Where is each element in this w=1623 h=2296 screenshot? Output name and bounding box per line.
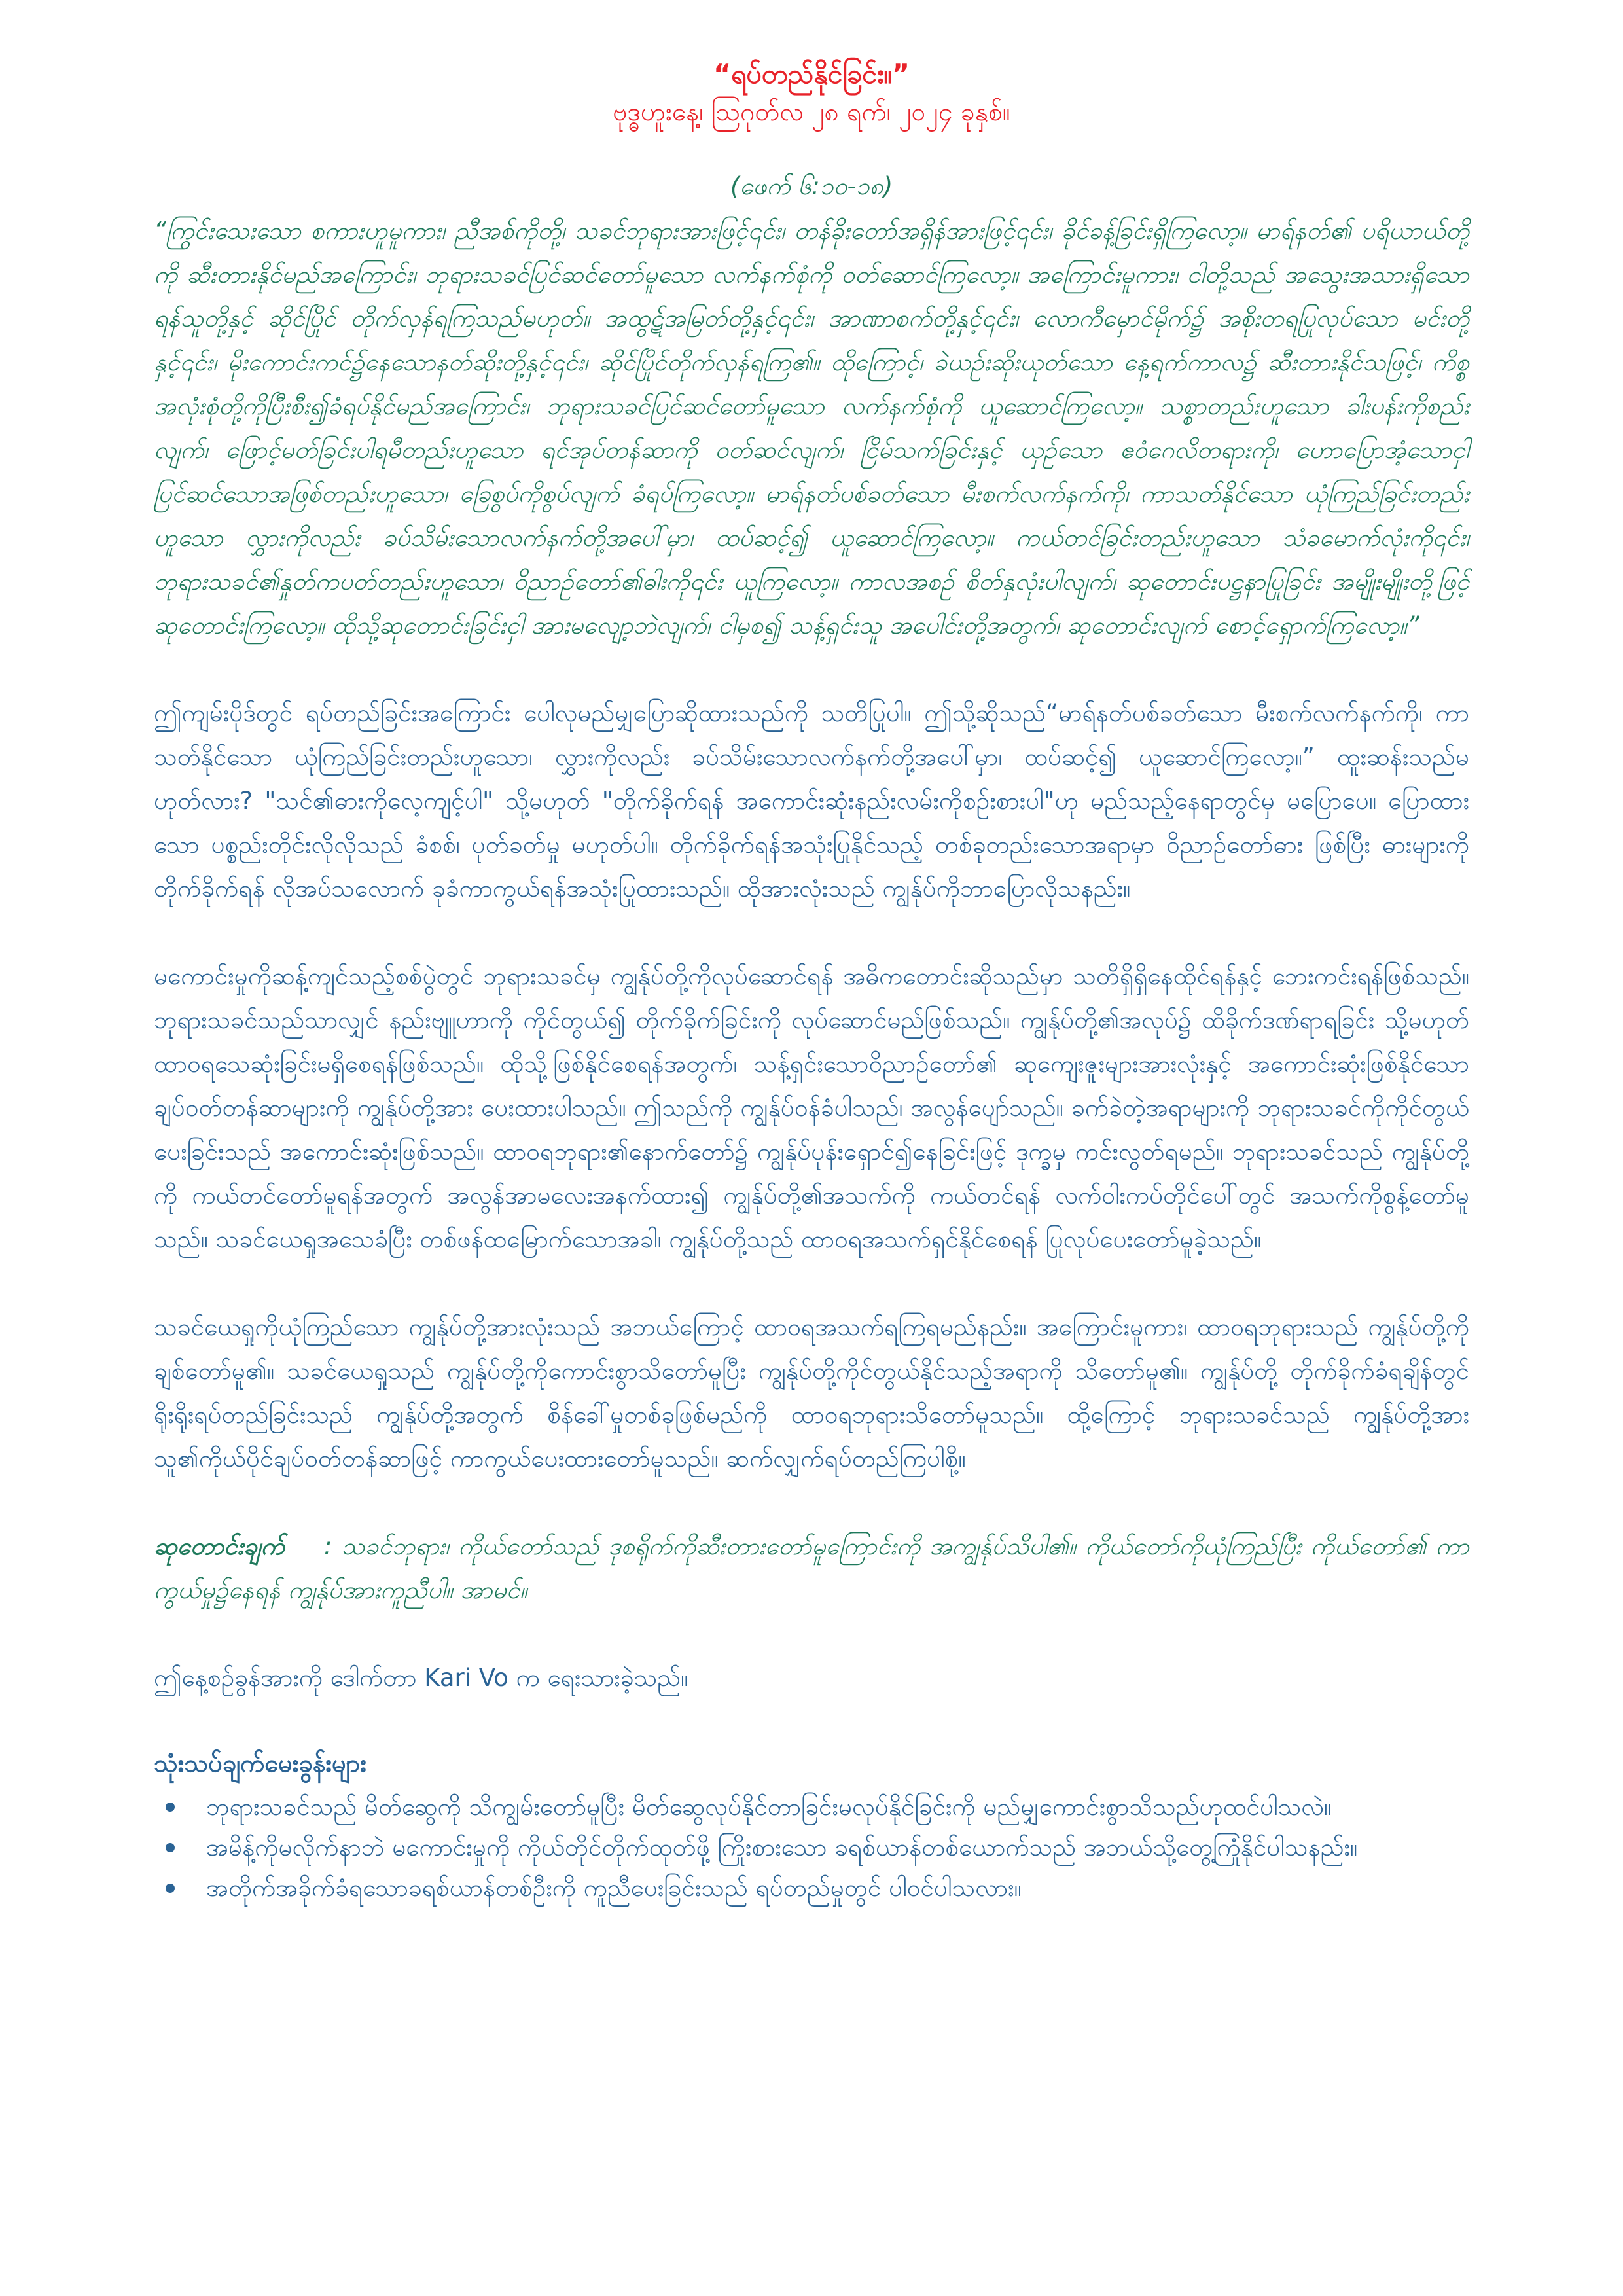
question-text: ဘုရားသခင်သည် မိတ်ဆွေကို သိကျွမ်းတော်မူပြီး မိတ်ဆွေလုပ်နိုင်တာခြင်းမလုပ်နိုင်ခြင်းကို မည်မျှကောင်းစွာသိသည်ဟုထင်ပါသလဲ။ bbox=[206, 1793, 1332, 1821]
author-line: ဤနေ့စဉ်ခွန်အားကို ဒေါက်တာ Kari Vo က ရေးသားခဲ့သည်။ bbox=[154, 1664, 688, 1692]
date-line: ဗုဒ္ဓဟူးနေ့၊ ဩဂုတ်လ ၂၈ ရက်၊ ၂၀၂၄ ခုနှစ်။ bbox=[613, 98, 1010, 127]
prayer-label: ဆုတောင်းချက် bbox=[154, 1532, 285, 1560]
prayer bbox=[154, 1524, 1469, 1612]
bullet-icon bbox=[166, 1843, 175, 1852]
question-text: အတိုက်အခိုက်ခံရသောခရစ်ယာန်တစ်ဦးကို ကူညီပေးခြင်းသည် ရပ်တည်မှုတွင် ပါဝင်ပါသလား။ bbox=[206, 1874, 1022, 1902]
prayer-text: : သခင်ဘုရား၊ ကိုယ်တော်သည် ဒုစရိုက်ကိုဆီးတားတော်မူကြောင်းကို အကျွန်ုပ်သိပါ၏။ ကိုယ်တော်ကိုယုံကြည်ပြီး ကိုယ်တော်၏ ကာကွယ်မှု၌နေရန် ကျွန်ုပ်အားကူညီပါ။ အာမင်။ bbox=[154, 1532, 1469, 1604]
scripture-reference: (ဖေက် ၆:၁၀-၁၈) bbox=[730, 172, 893, 200]
questions-list bbox=[154, 1787, 1469, 1909]
question-item bbox=[154, 1787, 1469, 1827]
body-paragraph-1: ဤကျမ်းပိုဒ်တွင် ရပ်တည်ခြင်းအကြောင်း ပေါလုမည်မျှပြောဆိုထားသည်ကို သတိပြုပါ။ ဤသို့ဆိုသည်“မာရ်နတ်ပစ်ခတ်သော မီးစက်လက်နက်ကို၊ ကာသတ်နိုင်သော ယုံကြည်ခြင်းတည်းဟူသော၊ လွှားကိုလည်း ခပ်သိမ်းသောလက်နက်တို့အပေါ်မှာ၊ ထပ်ဆင့်၍ ယူဆောင်ကြလော့။” ထူးဆန်းသည်မဟုတ်လား? "သင်၏ဓားကိုလေ့ကျင့်ပါ" သို့မဟုတ် "တိုက်ခိုက်ရန် အကောင်းဆုံးနည်းလမ်းကိုစဉ်းစားပါ"ဟု မည်သည့်နေရာတွင်မှ မပြောပေ။ ပြောထားသော ပစ္စည်းတိုင်းလိုလိုသည် ခံစစ်၊ ပုတ်ခတ်မှု မဟုတ်ပါ။ တိုက်ခိုက်ရန်အသုံးပြုနိုင်သည့် တစ်ခုတည်းသောအရာမှာ ဝိညာဉ်တော်ဓား ဖြစ်ပြီး ဓားများကို တိုက်ခိုက်ရန် လိုအပ်သလောက် ခုခံကာကွယ်ရန်အသုံးပြုထားသည်။ ထိုအားလုံးသည် ကျွန်ုပ်ကိုဘာပြောလိုသနည်း။ bbox=[154, 699, 1469, 903]
question-item bbox=[154, 1868, 1469, 1909]
page-title: “ရပ်တည်နိုင်ခြင်း။” bbox=[713, 58, 910, 90]
question-item bbox=[154, 1827, 1469, 1868]
body-paragraph-3: သခင်ယေရှုကိုယုံကြည်သော ကျွန်ုပ်တို့အားလုံးသည် အဘယ်ကြောင့် ထာဝရအသက်ရကြရမည်နည်း။ အကြောင်းမူကား၊ ထာဝရဘုရားသည် ကျွန်ုပ်တို့ကို ချစ်တော်မူ၏။ သခင်ယေရှုသည် ကျွန်ုပ်တို့ကိုကောင်းစွာသိတော်မူပြီး ကျွန်ုပ်တို့ကိုင်တွယ်နိုင်သည့်အရာကို သိတော်မူ၏။ ကျွန်ုပ်တို့ တိုက်ခိုက်ခံရချိန်တွင် ရိုးရိုးရပ်တည်ခြင်းသည် ကျွန်ုပ်တို့အတွက် စိန်ခေါ်မှုတစ်ခုဖြစ်မည်ကို ထာဝရဘုရားသိတော်မူသည်။ ထို့ကြောင့် ဘုရားသခင်သည် ကျွန်ုပ်တို့အားသူ၏ကိုယ်ပိုင်ချပ်ဝတ်တန်ဆာဖြင့် ကာကွယ်ပေးထားတော်မူသည်။ ဆက်လျှက်ရပ်တည်ကြပါစို့။ bbox=[154, 1313, 1469, 1473]
question-text: အမိန့်ကိုမလိုက်နာဘဲ မကောင်းမှုကို ကိုယ်တိုင်တိုက်ထုတ်ဖို့ ကြိုးစားသော ခရစ်ယာန်တစ်ယောက်သည် အဘယ်သို့တွေ့ကြုံနိုင်ပါသနည်း။ bbox=[206, 1833, 1358, 1861]
scripture-passage: “ကြွင်းသေးသော စကားဟူမူကား၊ ညီအစ်ကိုတို့၊ သခင်ဘုရားအားဖြင့်၎င်း၊ တန်ခိုးတော်အရှိန်အားဖြင့်၎င်း၊ ခိုင်ခန့်ခြင်းရှိကြလော့။ မာရ်နတ်၏ ပရိယာယ်တို့ကို ဆီးတားနိုင်မည်အကြောင်း၊ ဘုရားသခင်ပြင်ဆင်တော်မူသော လက်နက်စုံကို ဝတ်ဆောင်ကြလော့။ အကြောင်းမူကား၊ ငါတို့သည် အသွေးအသားရှိသောရန်သူတို့နှင့် ဆိုင်ပြိုင် တိုက်လှန်ရကြသည်မဟုတ်။ အထွဋ်အမြတ်တို့နှင့်၎င်း၊ အာဏာစက်တို့နှင့်၎င်း၊ လောကီမှောင်မိုက်၌ အစိုးတရပြုလုပ်သော မင်းတို့နှင့်၎င်း၊ မိုးကောင်းကင်၌နေသောနတ်ဆိုးတို့နှင့်၎င်း၊ ဆိုင်ပြိုင်တိုက်လှန်ရကြ၏။ ထိုကြောင့်၊ ခဲယဉ်းဆိုးယုတ်သော နေ့ရက်ကာလ၌ ဆီးတားနိုင်သဖြင့်၊ ကိစ္စအလုံးစုံတို့ကိုပြီးစီး၍ခံရပ်နိုင်မည်အကြောင်း၊ ဘုရားသခင်ပြင်ဆင်တော်မူသော လက်နက်စုံကို ယူဆောင်ကြလော့။ သစ္စာတည်းဟူသော ခါးပန်းကိုစည်းလျက်၊ ဖြောင့်မတ်ခြင်းပါရမီတည်းဟူသော ရင်အုပ်တန်ဆာကို ဝတ်ဆင်လျက်၊ ငြိမ်သက်ခြင်းနှင့် ယှဉ်သော ဧဝံဂေလိတရားကို၊ ဟောပြောအံ့သောငှါ ပြင်ဆင်သောအဖြစ်တည်းဟူသော၊ ခြေစွပ်ကိုစွပ်လျက် ခံရပ်ကြလော့။ မာရ်နတ်ပစ်ခတ်သော မီးစက်လက်နက်ကို၊ ကာသတ်နိုင်သော ယုံကြည်ခြင်းတည်းဟူသော လွှားကိုလည်း ခပ်သိမ်းသောလက်နက်တို့အပေါ်မှာ၊ ထပ်ဆင့်၍ ယူဆောင်ကြလော့။ ကယ်တင်ခြင်းတည်းဟူသော သံခမောက်လုံးကို၎င်း၊ ဘုရားသခင်၏နှုတ်ကပတ်တည်းဟူသော၊ ဝိညာဉ်တော်၏ဓါးကို၎င်း ယူကြလော့။ ကာလအစဉ် စိတ်နှလုံးပါလျက်၊ ဆုတောင်းပဋ္ဌနာပြုခြင်း အမျိုးမျိုးတို့ဖြင့် ဆုတောင်းကြလော့။ ထိုသို့ဆုတောင်းခြင်းငှါ အားမလျော့ဘဲလျက်၊ ငါမှစ၍ သန့်ရှင်းသူ အပေါင်းတို့အတွက်၊ ဆုတောင်းလျက် စောင့်ရှောက်ကြလော့။” bbox=[154, 217, 1469, 639]
bullet-icon bbox=[166, 1884, 175, 1893]
bullet-icon bbox=[166, 1803, 175, 1812]
body-paragraph-2: မကောင်းမှုကိုဆန့်ကျင်သည့်စစ်ပွဲတွင် ဘုရားသခင်မှ ကျွန်ုပ်တို့ကိုလုပ်ဆောင်ရန် အဓိကတောင်းဆိုသည်မှာ သတိရှိရှိနေထိုင်ရန်နှင့် ဘေးကင်းရန်ဖြစ်သည်။ ဘုရားသခင်သည်သာလျှင် နည်းဗျူဟာကို ကိုင်တွယ်၍ တိုက်ခိုက်ခြင်းကို လုပ်ဆောင်မည်ဖြစ်သည်။ ကျွန်ုပ်တို့၏အလုပ်၌ ထိခိုက်ဒဏ်ရာရခြင်း သို့မဟုတ် ထာဝရသေဆုံးခြင်းမရှိစေရန်ဖြစ်သည်။ ထိုသို့ဖြစ်နိုင်စေရန်အတွက်၊ သန့်ရှင်းသောဝိညာဉ်တော်၏ ဆုကျေးဇူးများအားလုံးနှင့် အကောင်းဆုံးဖြစ်နိုင်သောချပ်ဝတ်တန်ဆာများကို ကျွန်ုပ်တို့အား ပေးထားပါသည်။ ဤသည်ကို ကျွန်ုပ်ဝန်ခံပါသည်၊ အလွန်ပျော်သည်။ ခက်ခဲတဲ့အရာများကို ဘုရားသခင်ကိုကိုင်တွယ်ပေးခြင်းသည် အကောင်းဆုံးဖြစ်သည်။ ထာဝရဘုရား၏နောက်တော်၌ ကျွန်ုပ်ပုန်းရှောင်၍နေခြင်းဖြင့် ဒုက္ခမှ ကင်းလွတ်ရမည်။ ဘုရားသခင်သည် ကျွန်ုပ်တို့ကို ကယ်တင်တော်မူရန်အတွက် အလွန်အာမလေးအနက်ထား၍ ကျွန်ုပ်တို့၏အသက်ကို ကယ်တင်ရန် လက်ဝါးကပ်တိုင်ပေါ်တွင် အသက်ကိုစွန့်တော်မူသည်။ သခင်ယေရှုအသေခံပြီး တစ်ဖန်ထမြောက်သောအခါ၊ ကျွန်ုပ်တို့သည် ထာဝရအသက်ရှင်နိုင်စေရန် ပြုလုပ်ပေးတော်မူခဲ့သည်။ bbox=[154, 962, 1469, 1253]
questions-heading: သုံးသပ်ချက်မေးခွန်းများ bbox=[154, 1749, 367, 1778]
